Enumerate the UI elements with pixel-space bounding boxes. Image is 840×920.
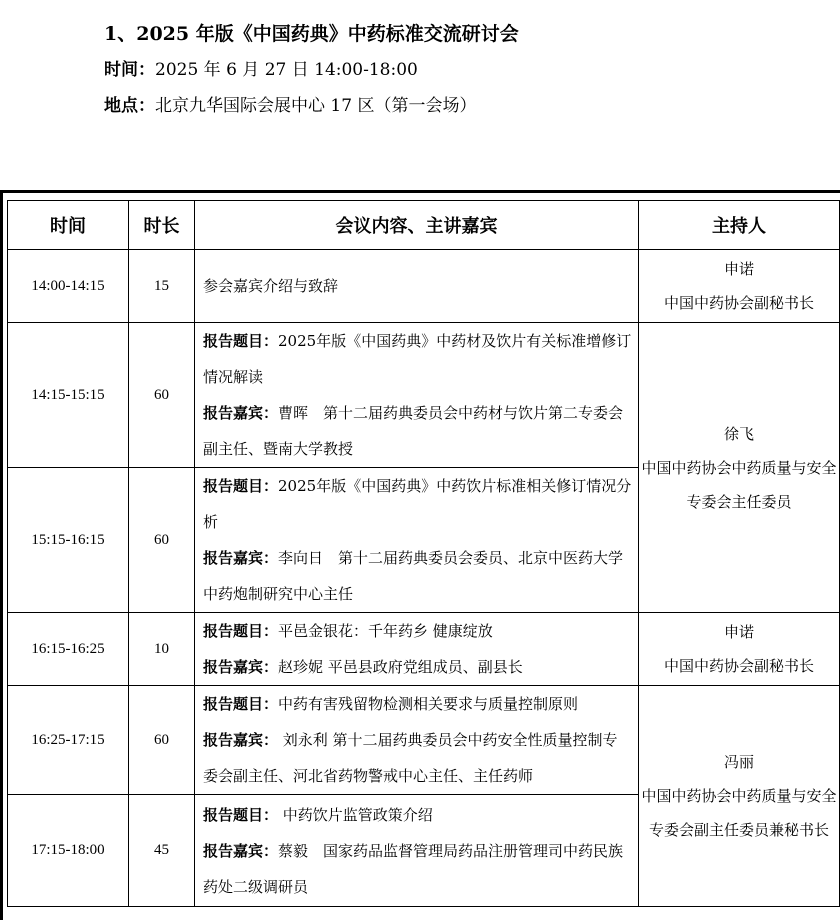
topic-text: 2025年版《中国药典》中药饮片标准相关修订情况分析 (203, 477, 632, 531)
event-place (104, 88, 519, 124)
host-title: 中国中药协会中药质量与安全专委会主任委员 (641, 458, 837, 511)
topic-label: 报告题目： (203, 332, 279, 350)
topic-text: 2025年版《中国药典》中药材及饮片有关标准增修订情况解读 (203, 332, 632, 386)
speaker-label: 报告嘉宾： (203, 841, 279, 860)
row-content (195, 686, 639, 795)
row-time: 17:15-18:00 (8, 795, 129, 907)
row-time: 16:25-17:15 (8, 686, 129, 795)
agenda-frame (0, 190, 840, 920)
host-name: 徐飞 (723, 424, 754, 443)
row-host (639, 250, 840, 323)
row-content (195, 323, 639, 468)
header-content: 会议内容、主讲嘉宾 (195, 201, 639, 250)
row-host (639, 613, 840, 686)
row-content (195, 795, 639, 907)
time-value: 2025 年 6 月 27 日 14:00-18:00 (155, 60, 418, 80)
topic-text: 平邑金银花：千年药乡 健康绽放 (278, 622, 493, 640)
speaker-label: 报告嘉宾： (203, 549, 279, 567)
table-header-row (8, 201, 840, 250)
speaker-text: 曹晖 第十二届药典委员会中药材与饮片第二专委会副主任、暨南大学教授 (203, 404, 624, 458)
row-duration: 60 (129, 686, 195, 795)
header-duration: 时长 (129, 201, 195, 250)
table-row (8, 250, 840, 323)
speaker-label: 报告嘉宾： (203, 658, 279, 676)
host-name: 冯丽 (723, 753, 754, 771)
table-row (8, 686, 840, 795)
host-name: 申诺 (723, 260, 754, 278)
host-name: 申诺 (723, 623, 754, 641)
row-duration: 10 (129, 613, 195, 686)
speaker-label: 报告嘉宾： (203, 731, 279, 749)
header (104, 16, 519, 124)
row-time: 16:15-16:25 (8, 613, 129, 686)
speaker-text: 刘永利 第十二届药典委员会中药安全性质量控制专委会副主任、河北省药物警戒中心主任、主任药师 (203, 731, 618, 785)
topic-label: 报告题目： (203, 477, 279, 495)
event-time (104, 52, 519, 88)
host-title: 中国中药协会副秘书长 (663, 657, 814, 675)
place-label: 地点： (104, 96, 155, 116)
host-title: 中国中药协会副秘书长 (663, 294, 814, 312)
row-time: 14:00-14:15 (8, 250, 129, 323)
header-time: 时间 (8, 201, 129, 250)
page-title: 1、2025 年版《中国药典》中药标准交流研讨会 (104, 23, 519, 45)
speaker-text: 蔡毅 国家药品监督管理局药品注册管理司中药民族药处二级调研员 (203, 841, 624, 896)
topic-label: 报告题目： (203, 805, 279, 824)
table-row (8, 613, 840, 686)
topic-label: 报告题目： (203, 695, 279, 713)
row-content (195, 613, 639, 686)
speaker-text: 李向日 第十二届药典委员会委员、北京中医药大学中药炮制研究中心主任 (203, 549, 624, 603)
row-content: 参会嘉宾介绍与致辞 (195, 250, 639, 323)
row-host (639, 323, 840, 613)
row-duration: 60 (129, 323, 195, 468)
topic-text: 中药饮片监管政策介绍 (278, 805, 433, 824)
time-label: 时间： (104, 60, 155, 80)
header-host: 主持人 (639, 201, 840, 250)
row-time: 15:15-16:15 (8, 468, 129, 613)
topic-label: 报告题目： (203, 622, 279, 640)
row-duration: 60 (129, 468, 195, 613)
agenda-table (7, 200, 840, 907)
row-content (195, 468, 639, 613)
speaker-label: 报告嘉宾： (203, 404, 279, 422)
host-title: 中国中药协会中药质量与安全专委会副主任委员兼秘书长 (641, 787, 837, 839)
row-duration: 45 (129, 795, 195, 907)
speaker-text: 赵珍妮 平邑县政府党组成员、副县长 (278, 658, 523, 676)
topic-text: 中药有害残留物检测相关要求与质量控制原则 (278, 695, 579, 713)
row-host (639, 686, 840, 907)
row-duration: 15 (129, 250, 195, 323)
table-row (8, 323, 840, 468)
place-value: 北京九华国际会展中心 17 区（第一会场） (155, 96, 477, 116)
row-time: 14:15-15:15 (8, 323, 129, 468)
